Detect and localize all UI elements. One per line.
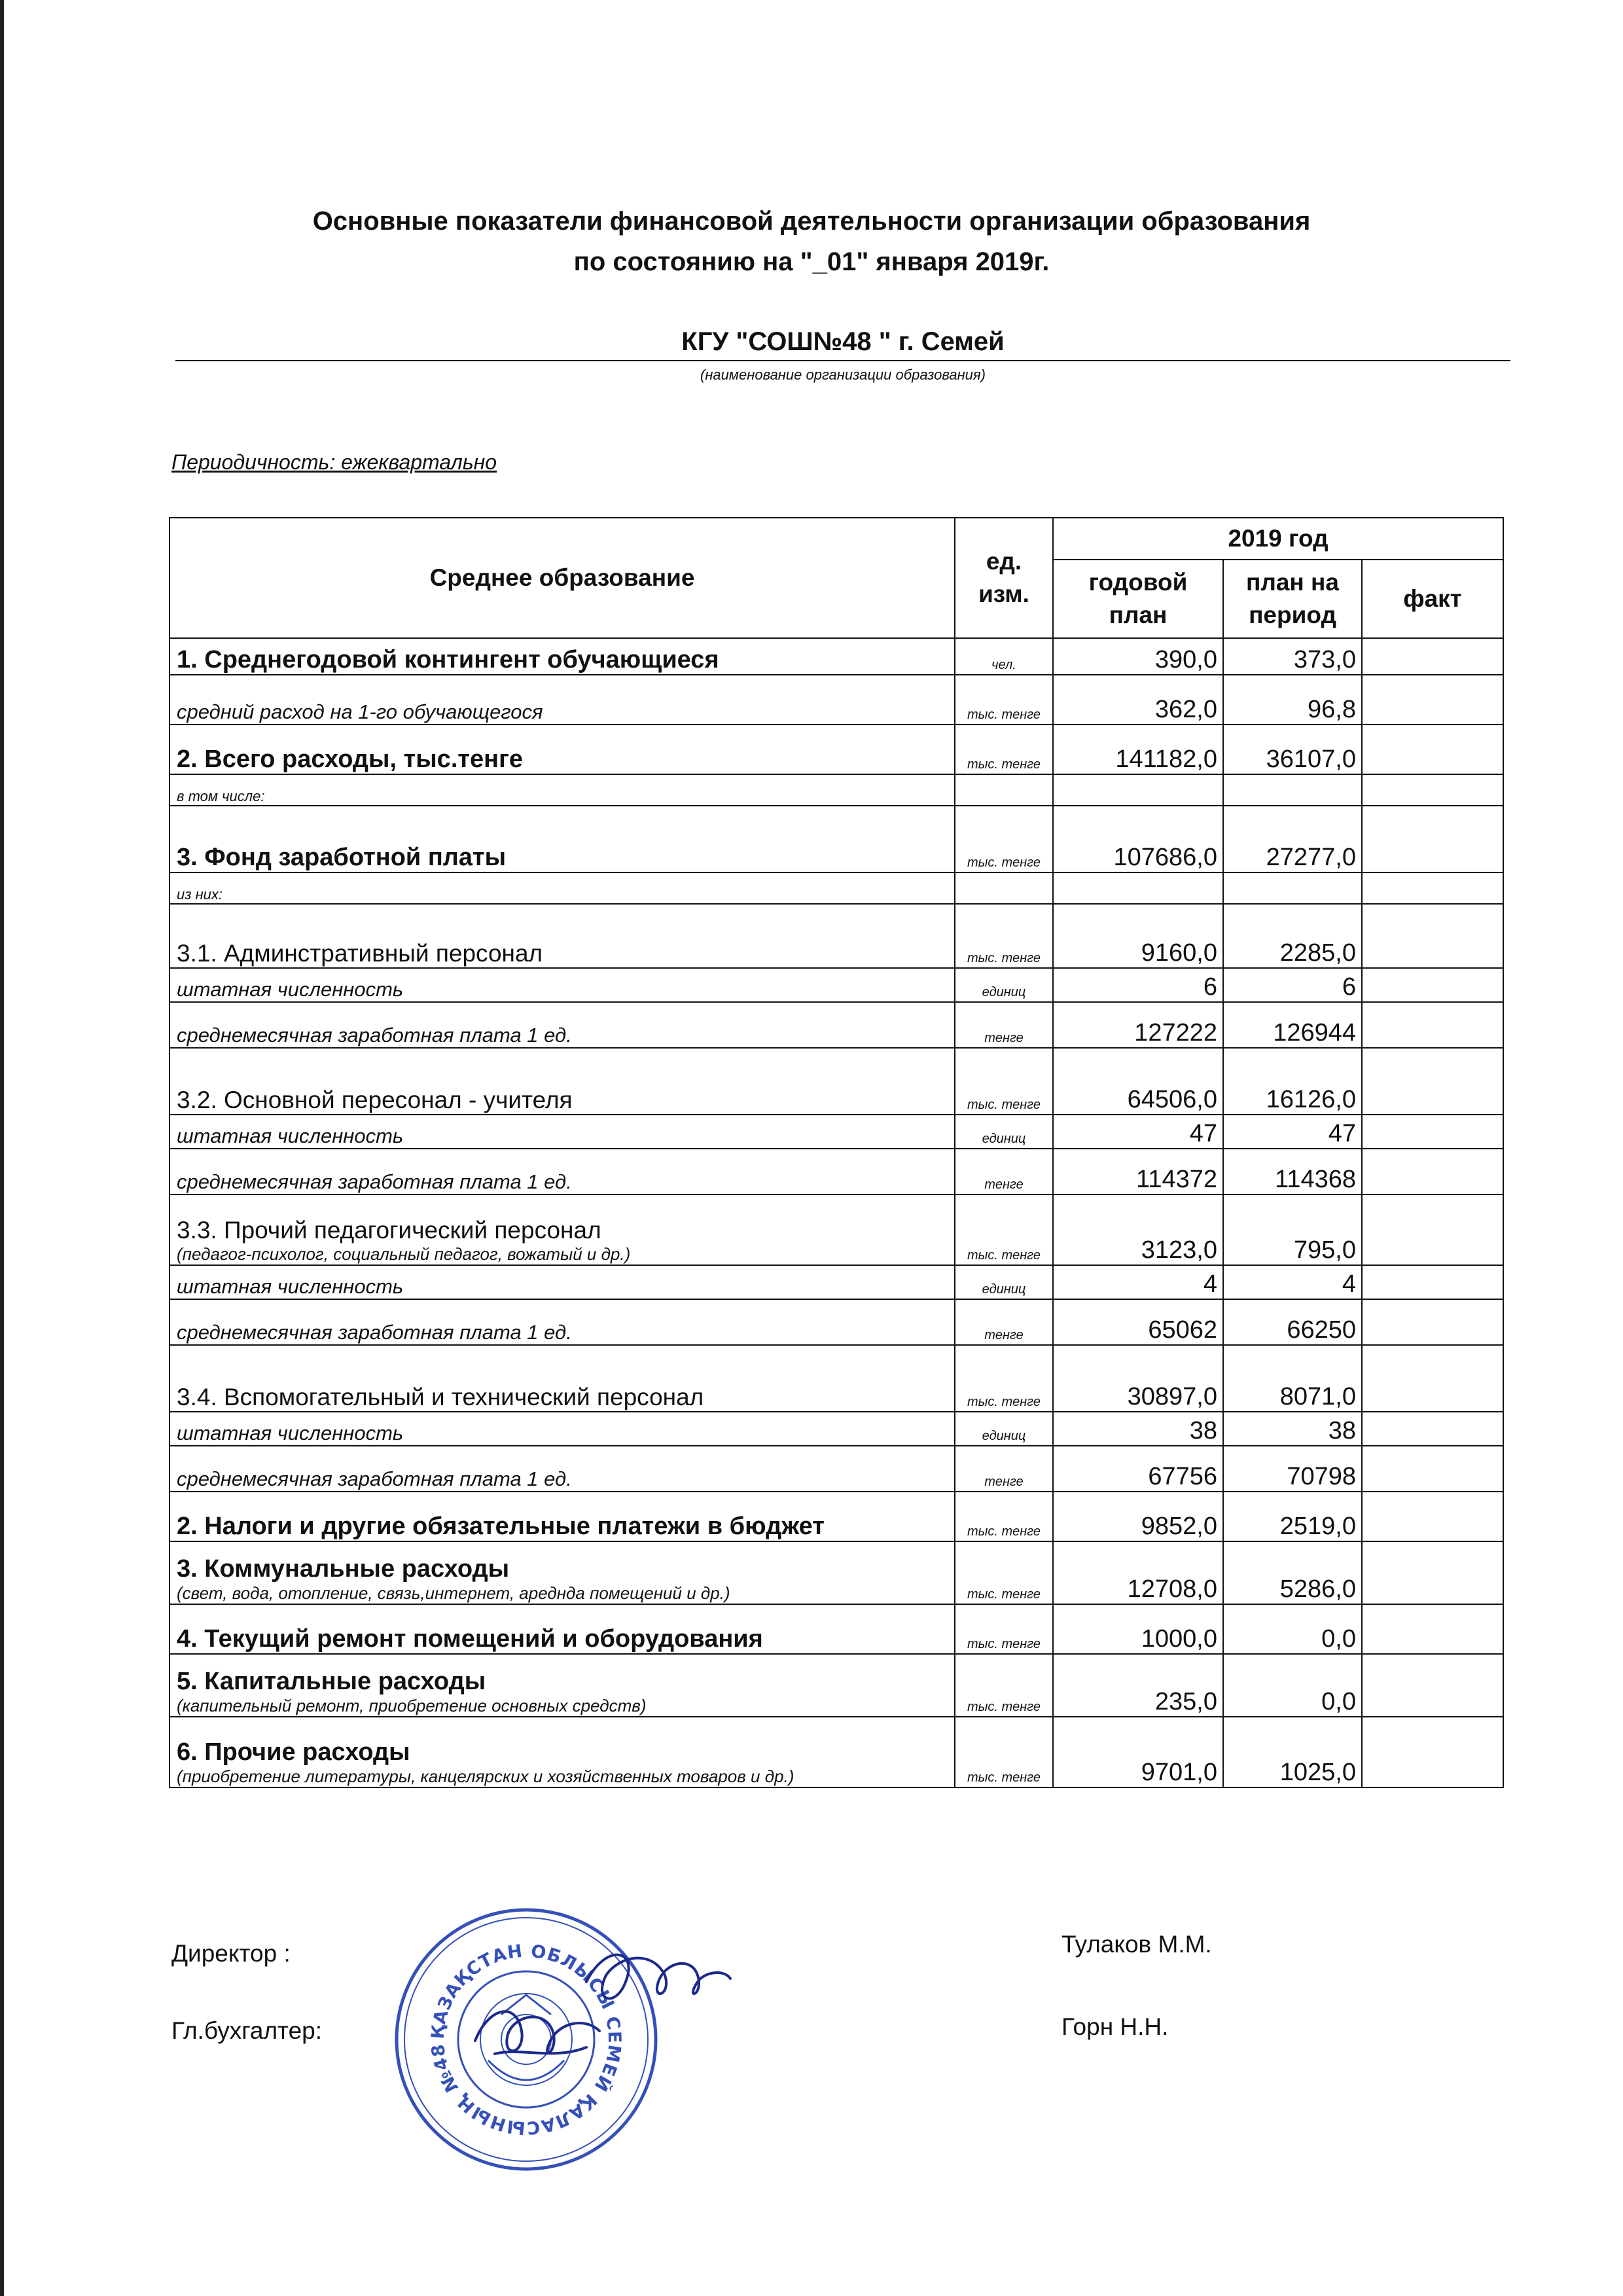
row-name-cell <box>169 638 955 675</box>
row-period-plan: 0,0 <box>1223 1604 1362 1654</box>
table-row <box>169 774 1503 806</box>
row-fact <box>1362 1265 1503 1299</box>
table-row <box>169 872 1503 904</box>
row-fact <box>1362 904 1503 968</box>
row-period-plan: 126944 <box>1223 1002 1362 1048</box>
row-period-plan: 47 <box>1223 1115 1362 1149</box>
organization-caption: (наименование организации образования) <box>700 367 986 383</box>
row-fact <box>1362 1604 1503 1654</box>
official-stamp <box>390 1903 757 2181</box>
row-name-cell <box>169 774 955 806</box>
row-unit: тыс. тенге <box>955 1654 1053 1717</box>
row-name: 2. Всего расходы, тыс.тенге <box>177 745 524 773</box>
row-unit: тенге <box>955 1149 1053 1194</box>
row-name: 1. Среднегодовой контингент обучающиеся <box>177 646 719 673</box>
row-annual-plan: 114372 <box>1053 1149 1223 1194</box>
row-fact <box>1362 1149 1503 1194</box>
row-fact <box>1362 1115 1503 1149</box>
row-name: среднемесячная заработная плата 1 ед. <box>177 1321 572 1344</box>
accountant-name: Горн Н.Н. <box>1061 2013 1169 2040</box>
row-period-plan: 96,8 <box>1223 675 1362 725</box>
row-name: 3. Коммунальные расходы <box>177 1555 510 1583</box>
table-row <box>169 1299 1503 1345</box>
row-annual-plan: 64506,0 <box>1053 1048 1223 1115</box>
table-row <box>169 1115 1503 1149</box>
row-name: штатная численность <box>177 1124 404 1147</box>
table-row <box>169 806 1503 872</box>
table-row <box>169 1541 1503 1604</box>
financial-indicators-table <box>169 517 1504 1788</box>
row-unit <box>955 872 1053 904</box>
row-name: штатная численность <box>177 978 404 1001</box>
organization-underline <box>175 360 1510 361</box>
header-annual-plan: годовой план <box>1053 560 1223 638</box>
periodicity-label: Периодичность: ежеквартально <box>171 450 497 474</box>
row-period-plan: 36107,0 <box>1223 725 1362 774</box>
row-fact <box>1362 1002 1503 1048</box>
table-row <box>169 638 1503 675</box>
header-name: Среднее образование <box>169 518 955 638</box>
row-fact <box>1362 1048 1503 1115</box>
table-row <box>169 1412 1503 1446</box>
row-unit: тыс. тенге <box>955 1194 1053 1265</box>
row-name: 3.2. Основной пересонал - учителя <box>177 1086 573 1113</box>
row-annual-plan: 1000,0 <box>1053 1604 1223 1654</box>
row-fact <box>1362 1299 1503 1345</box>
row-subtitle: (свет, вода, отопление, связь,интернет, аредндa помещений и др.) <box>177 1583 730 1603</box>
table-row <box>169 1194 1503 1265</box>
row-name-cell <box>169 1048 955 1115</box>
row-name-cell <box>169 1115 955 1149</box>
row-unit: тыс. тенге <box>955 1541 1053 1604</box>
header-unit: ед. изм. <box>955 518 1053 638</box>
row-period-plan: 70798 <box>1223 1446 1362 1492</box>
row-name: 4. Текущий ремонт помещений и оборудования <box>177 1625 763 1653</box>
row-name-cell <box>169 904 955 968</box>
row-name-cell <box>169 1194 955 1265</box>
row-annual-plan: 6 <box>1053 968 1223 1002</box>
row-unit: единиц <box>955 1265 1053 1299</box>
row-annual-plan: 107686,0 <box>1053 806 1223 872</box>
row-unit: чел. <box>955 638 1053 675</box>
header-year: 2019 год <box>1053 518 1503 560</box>
row-period-plan: 6 <box>1223 968 1362 1002</box>
row-annual-plan: 67756 <box>1053 1446 1223 1492</box>
row-name-cell <box>169 1265 955 1299</box>
row-unit: тыс. тенге <box>955 1492 1053 1541</box>
table-row <box>169 1446 1503 1492</box>
table-row <box>169 968 1503 1002</box>
row-name-cell <box>169 1492 955 1541</box>
row-annual-plan: 30897,0 <box>1053 1345 1223 1412</box>
row-name: 3. Фонд заработной платы <box>177 844 507 871</box>
header-fact: факт <box>1362 560 1503 638</box>
row-period-plan: 38 <box>1223 1412 1362 1446</box>
row-period-plan: 114368 <box>1223 1149 1362 1194</box>
row-period-plan: 373,0 <box>1223 638 1362 675</box>
row-annual-plan: 127222 <box>1053 1002 1223 1048</box>
table-row <box>169 1654 1503 1717</box>
row-unit: тенге <box>955 1446 1053 1492</box>
table-row <box>169 1002 1503 1048</box>
row-period-plan <box>1223 872 1362 904</box>
document-title-line2: по состоянию на "_01" января 2019г. <box>573 247 1050 276</box>
row-fact <box>1362 638 1503 675</box>
row-fact <box>1362 774 1503 806</box>
row-annual-plan: 4 <box>1053 1265 1223 1299</box>
row-name-cell <box>169 675 955 725</box>
document-title-line1: Основные показатели финансовой деятельности организации образования <box>312 207 1311 236</box>
row-unit: единиц <box>955 1115 1053 1149</box>
row-name: 6. Прочие расходы <box>177 1738 410 1766</box>
row-fact <box>1362 1194 1503 1265</box>
row-name: среднемесячная заработная плата 1 ед. <box>177 1467 572 1490</box>
row-unit: тенге <box>955 1299 1053 1345</box>
row-annual-plan <box>1053 774 1223 806</box>
row-unit: тыс. тенге <box>955 675 1053 725</box>
director-label: Директор : <box>171 1940 291 1967</box>
row-period-plan <box>1223 774 1362 806</box>
row-annual-plan: 141182,0 <box>1053 725 1223 774</box>
row-unit: тыс. тенге <box>955 904 1053 968</box>
row-unit: тыс. тенге <box>955 1345 1053 1412</box>
scan-edge <box>0 0 4 2296</box>
row-name: 3.1. Админстративный персонал <box>177 940 543 967</box>
row-annual-plan: 235,0 <box>1053 1654 1223 1717</box>
row-name-cell <box>169 1541 955 1604</box>
row-unit: тыс. тенге <box>955 806 1053 872</box>
row-unit: тенге <box>955 1002 1053 1048</box>
row-annual-plan: 390,0 <box>1053 638 1223 675</box>
row-name: из них: <box>177 886 223 903</box>
row-fact <box>1362 675 1503 725</box>
table-row <box>169 725 1503 774</box>
row-name-cell <box>169 1149 955 1194</box>
stamp-text: ҚАЗАҚСТАН ОБЛЫСЫ СЕМЕЙ ҚАЛАСЫНЫҢ №48 <box>427 1941 625 2138</box>
row-name-cell <box>169 1345 955 1412</box>
row-period-plan: 5286,0 <box>1223 1541 1362 1604</box>
row-period-plan: 795,0 <box>1223 1194 1362 1265</box>
row-subtitle: (приобретение литературы, канцелярских и хозяйственных товаров и др.) <box>177 1767 794 1786</box>
row-name: 3.3. Прочий педагогический персонал <box>177 1217 601 1244</box>
table-row <box>169 904 1503 968</box>
row-fact <box>1362 806 1503 872</box>
row-annual-plan: 65062 <box>1053 1299 1223 1345</box>
svg-text:ҚАЗАҚСТАН ОБЛЫСЫ СЕМЕЙ ҚАЛАСЫН <box>390 1903 624 2138</box>
row-annual-plan: 362,0 <box>1053 675 1223 725</box>
row-name: 2. Налоги и другие обязательные платежи в бюджет <box>177 1513 825 1540</box>
row-fact <box>1362 1412 1503 1446</box>
row-name-cell <box>169 1002 955 1048</box>
row-period-plan: 4 <box>1223 1265 1362 1299</box>
row-period-plan: 66250 <box>1223 1299 1362 1345</box>
row-name-cell <box>169 1299 955 1345</box>
row-subtitle: (педагог-психолог, социальный педагог, вожатый и др.) <box>177 1244 631 1264</box>
organization-name: КГУ "СОШ№48 " г. Семей <box>681 327 1005 356</box>
row-annual-plan: 12708,0 <box>1053 1541 1223 1604</box>
row-name-cell <box>169 806 955 872</box>
row-fact <box>1362 1492 1503 1541</box>
row-annual-plan: 38 <box>1053 1412 1223 1446</box>
accountant-label: Гл.бухгалтер: <box>171 2017 323 2044</box>
row-name-cell <box>169 725 955 774</box>
row-name-cell <box>169 968 955 1002</box>
row-name: в том числе: <box>177 788 265 804</box>
row-name-cell <box>169 1717 955 1787</box>
row-name: средний расход на 1-го обучающегося <box>177 700 543 723</box>
row-subtitle: (капительный ремонт, приобретение основных средств) <box>177 1696 647 1715</box>
table-row <box>169 675 1503 725</box>
row-name: штатная численность <box>177 1275 404 1298</box>
row-period-plan: 8071,0 <box>1223 1345 1362 1412</box>
row-name-cell <box>169 1604 955 1654</box>
row-period-plan: 2285,0 <box>1223 904 1362 968</box>
row-name-cell <box>169 1446 955 1492</box>
row-annual-plan: 47 <box>1053 1115 1223 1149</box>
row-fact <box>1362 1541 1503 1604</box>
table-row <box>169 1717 1503 1787</box>
row-fact <box>1362 1345 1503 1412</box>
table-row <box>169 1265 1503 1299</box>
row-fact <box>1362 1446 1503 1492</box>
header-period-plan: план на период <box>1223 560 1362 638</box>
row-annual-plan <box>1053 872 1223 904</box>
row-name: 5. Капитальные расходы <box>177 1668 486 1695</box>
row-name: штатная численность <box>177 1422 404 1444</box>
table-row <box>169 1604 1503 1654</box>
row-period-plan: 16126,0 <box>1223 1048 1362 1115</box>
director-name: Тулаков М.М. <box>1061 1931 1212 1958</box>
row-period-plan: 0,0 <box>1223 1654 1362 1717</box>
row-annual-plan: 9160,0 <box>1053 904 1223 968</box>
row-annual-plan: 9852,0 <box>1053 1492 1223 1541</box>
row-fact <box>1362 872 1503 904</box>
row-name-cell <box>169 1412 955 1446</box>
row-name: 3.4. Вспомогательный и технический персонал <box>177 1384 704 1410</box>
row-period-plan: 27277,0 <box>1223 806 1362 872</box>
table-row <box>169 1492 1503 1541</box>
row-name-cell <box>169 872 955 904</box>
row-name: среднемесячная заработная плата 1 ед. <box>177 1170 572 1193</box>
row-period-plan: 2519,0 <box>1223 1492 1362 1541</box>
table-body <box>169 638 1503 1787</box>
row-name: среднемесячная заработная плата 1 ед. <box>177 1024 572 1047</box>
row-fact <box>1362 1654 1503 1717</box>
row-fact <box>1362 725 1503 774</box>
row-name-cell <box>169 1654 955 1717</box>
row-period-plan: 1025,0 <box>1223 1717 1362 1787</box>
row-unit: тыс. тенге <box>955 1604 1053 1654</box>
table-row <box>169 1149 1503 1194</box>
row-unit: тыс. тенге <box>955 1717 1053 1787</box>
row-fact <box>1362 1717 1503 1787</box>
row-fact <box>1362 968 1503 1002</box>
row-unit: тыс. тенге <box>955 725 1053 774</box>
row-annual-plan: 3123,0 <box>1053 1194 1223 1265</box>
row-annual-plan: 9701,0 <box>1053 1717 1223 1787</box>
row-unit: единиц <box>955 1412 1053 1446</box>
table-row <box>169 1345 1503 1412</box>
row-unit <box>955 774 1053 806</box>
row-unit: тыс. тенге <box>955 1048 1053 1115</box>
stamp-seal-icon <box>390 1903 757 2178</box>
table-row <box>169 1048 1503 1115</box>
row-unit: единиц <box>955 968 1053 1002</box>
